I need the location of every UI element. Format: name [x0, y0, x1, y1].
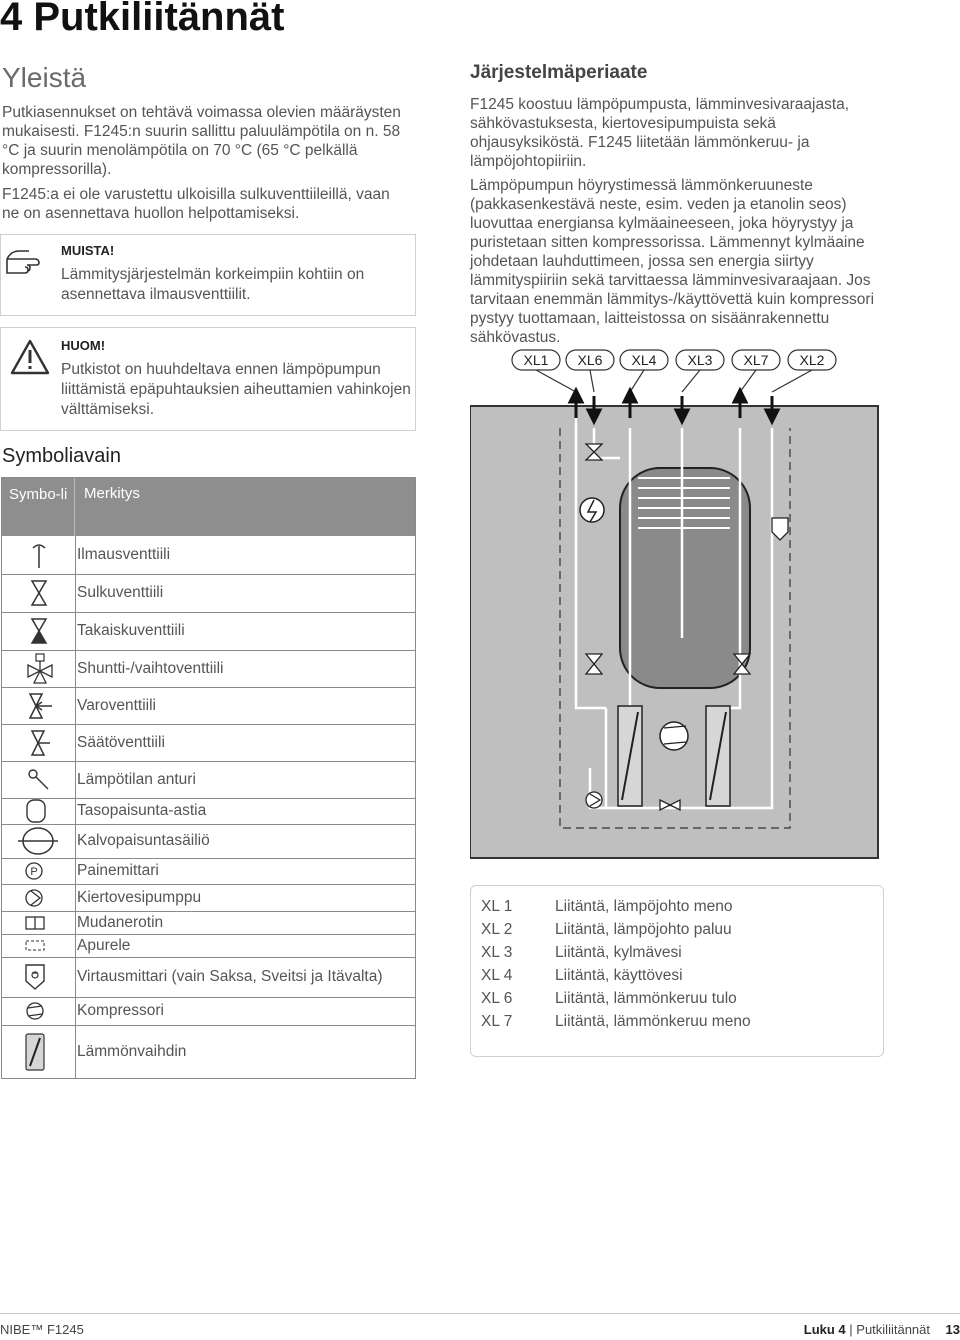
connection-label: XL3 — [687, 352, 713, 368]
system-paragraph-2: Lämpöpumpun höyrystimessä lämmönkeruuneste (pakkasenkestävä neste, esim. veden ja etanolin seos) luovuttaa energiansa kylmäaineeseen, joka höyrystyy ja puristetaan sitten kompressorissa. Lämmennyt kylmäaine johdetaan lauhduttimeen, jossa sen energia siirtyy lämmityspiiriin sekä tarvittaessa lämminvesivaraajaan. Jos tarvitaan enemmän lämmitys-/käyttövettä kuin kompressori pystyy tuottamaan, laitteistossa on sisäänrakennettu sähkövastus. — [470, 177, 875, 346]
warning-triangle-icon — [9, 338, 51, 376]
shutoff-valve-icon — [24, 578, 54, 608]
table-row — [2, 536, 415, 575]
pointing-hand-icon — [5, 245, 53, 279]
symbol-label: Lämmönvaihdin — [77, 1042, 187, 1060]
control-valve-icon — [24, 728, 54, 758]
connection-legend — [470, 885, 884, 1057]
symbol-label: Mudanerotin — [77, 913, 164, 931]
heat-exchanger-icon — [24, 1032, 46, 1072]
symbol-label: Kompressori — [77, 1002, 164, 1019]
table-row — [2, 1025, 415, 1078]
legend-code: XL 2 — [481, 921, 513, 938]
circulation-pump-icon — [24, 888, 44, 908]
pressure-expansion-vessel-icon — [16, 826, 60, 856]
symbol-label: Ilmausventtiili — [77, 546, 171, 563]
particle-filter-icon — [24, 915, 46, 931]
legend-description: Liitäntä, lämpöjohto meno — [555, 898, 733, 915]
legend-description: Liitäntä, lämmönkeruu meno — [555, 1013, 751, 1030]
symbol-table-header — [2, 478, 415, 536]
symbol-label: Takaiskuventtiili — [77, 622, 185, 639]
connection-label: XL2 — [799, 352, 825, 368]
check-valve-icon — [24, 616, 54, 646]
page-number: 13 — [945, 1322, 960, 1337]
table-row — [2, 884, 415, 912]
table-row — [2, 911, 415, 935]
shunt-valve-icon — [24, 653, 56, 685]
symbol-label: Sulkuventtiili — [77, 584, 164, 601]
legend-code: XL 1 — [481, 898, 513, 915]
connection-label: XL6 — [577, 352, 603, 368]
table-row — [2, 687, 415, 725]
section-heading-general: Yleistä — [2, 62, 87, 93]
footer-divider — [0, 1313, 960, 1314]
footer-chapter: Luku 4 | Putkiliitännät — [803, 1322, 930, 1337]
table-row — [2, 612, 415, 651]
footer-chapter-name: Putkiliitännät — [856, 1322, 930, 1337]
caution-note-heading: HUOM! — [61, 338, 106, 353]
table-row — [2, 957, 415, 998]
symbol-label: Tasopaisunta-astia — [77, 802, 207, 819]
connection-label: XL4 — [631, 352, 657, 368]
caution-note-text: Putkistot on huuhdeltava ennen lämpöpumpun liittämistä epäpuhtauksien aiheuttamien vahinkojen välttämiseksi. — [61, 361, 411, 418]
svg-text:P: P — [30, 866, 38, 878]
table-row — [2, 798, 415, 825]
remember-note — [0, 234, 416, 316]
table-row — [2, 724, 415, 762]
pressure-gauge-icon — [24, 861, 44, 881]
section-heading-system: Järjestelmäperiaate — [470, 62, 648, 83]
vent-valve-icon — [24, 540, 54, 570]
table-row — [2, 997, 415, 1026]
table-row — [2, 858, 415, 885]
expansion-vessel-icon — [24, 798, 48, 824]
column-header-symbol: Symbo-li — [9, 486, 68, 503]
general-paragraph-2: F1245:a ei ole varustettu ulkoisilla sulkuventtiileillä, vaan ne on asennettava huollon helpottamiseksi. — [2, 186, 390, 222]
remember-note-text: Lämmitysjärjestelmän korkeimpiin kohtiin on asennettava ilmausventtiilit. — [61, 266, 365, 303]
table-row — [2, 934, 415, 958]
flow-meter-icon — [24, 963, 46, 991]
auxiliary-relay-icon — [24, 938, 46, 954]
temperature-sensor-icon — [24, 765, 54, 795]
symbol-table — [1, 477, 416, 1079]
general-paragraph-1: Putkiasennukset on tehtävä voimassa olevien määräysten mukaisesti. F1245:n suurin sallittu paluulämpötila on n. 58 °C ja suurin menolämpötila on 70 °C (65 °C pelkällä kompressorilla). — [2, 104, 401, 178]
symbol-label: Virtausmittari (vain Saksa, Sveitsi ja Itävalta) — [77, 968, 383, 985]
symbols-heading: Symboliavain — [2, 445, 121, 467]
symbol-label: Säätöventtiili — [77, 733, 165, 751]
table-row — [2, 824, 415, 859]
legend-description: Liitäntä, lämpöjohto paluu — [555, 921, 732, 938]
legend-code: XL 3 — [481, 944, 513, 961]
legend-code: XL 4 — [481, 967, 513, 984]
connection-label: XL7 — [743, 352, 769, 368]
footer-product: NIBE™ F1245 — [0, 1322, 84, 1337]
remember-note-heading: MUISTA! — [61, 243, 115, 258]
system-paragraph-1: F1245 koostuu lämpöpumpusta, lämminvesivaraajasta, sähkövastuksesta, kiertovesipumpuista sekä ohjausyksiköstä. F1245 liitetään lämmönkeruu- ja lämpöjohtopiiriin. — [470, 96, 850, 170]
legend-description: Liitäntä, käyttövesi — [555, 967, 683, 984]
footer-chapter-number: Luku 4 — [803, 1322, 846, 1337]
page-title: 4 Putkiliitännät — [0, 0, 285, 39]
legend-code: XL 7 — [481, 1013, 513, 1030]
symbol-label: Varoventtiili — [77, 696, 156, 714]
connection-label: XL1 — [523, 352, 549, 368]
legend-code: XL 6 — [481, 990, 513, 1007]
symbol-label: Painemittari — [77, 862, 159, 879]
column-header-meaning: Merkitys — [84, 485, 140, 502]
symbol-label: Kiertovesipumppu — [77, 888, 202, 906]
system-diagram — [470, 348, 890, 868]
symbol-label: Kalvopaisuntasäiliö — [77, 832, 210, 849]
legend-description: Liitäntä, kylmävesi — [555, 944, 682, 961]
table-row — [2, 761, 415, 799]
symbol-label: Lämpötilan anturi — [77, 770, 196, 788]
compressor-icon — [24, 1000, 46, 1022]
table-row — [2, 650, 415, 688]
table-row — [2, 574, 415, 613]
safety-valve-icon — [24, 691, 54, 721]
legend-description: Liitäntä, lämmönkeruu tulo — [555, 990, 737, 1007]
symbol-label: Apurele — [77, 936, 131, 954]
symbol-label: Shuntti-/vaihtoventtiili — [77, 659, 224, 677]
caution-note — [0, 327, 416, 431]
